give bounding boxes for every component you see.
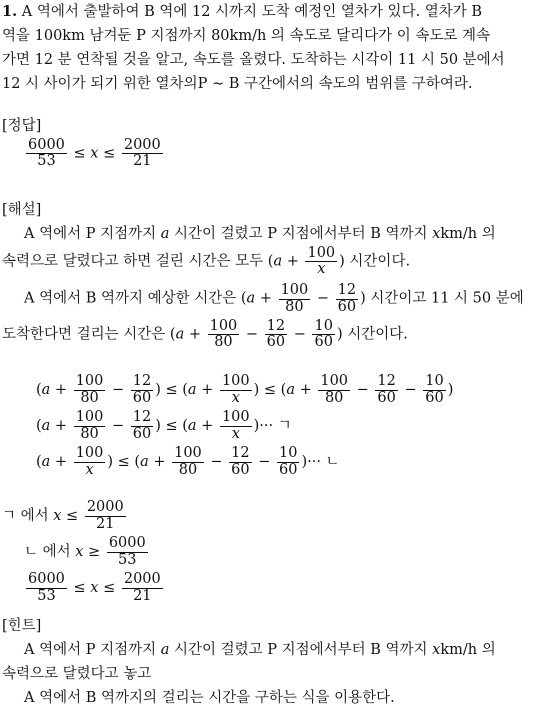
hint-line: A 역에서 P 지점까지 a 시간이 걸렸고 P 지점에서부터 B 역까지 xkm/h 의: [24, 642, 496, 658]
solution-heading: [해설]: [2, 202, 42, 218]
hint-section: [2, 614, 496, 710]
equation-row: (a + $\frac{100}{80}$ − $\frac{12}{60}$ ) ≤ (a + $\frac{100}{x}$ ) ≤ (a + $\frac{100}{80}$ − $\frac{12}{60}$ − $\frac{10}{60}$ ): [36, 373, 454, 406]
problem-text: [2, 0, 505, 96]
equation-block: [36, 372, 453, 480]
conclusion-row: ㄱ 에서 x ≤ $\frac{2000}{21}$: [2, 499, 124, 532]
solution-paragraph: A 역에서 P 지점까지 a 시간이 걸렸고 P 지점에서부터 B 역까지 xkm/h 의: [24, 226, 496, 242]
hint-line: 속력으로 달렸다고 놓고: [2, 666, 152, 682]
solution-paragraph: 도착한다면 걸리는 시간은 (a + $\frac{100}{80}$ − $\frac{12}{60}$ − $\frac{10}{60}$ ) 시간이다.: [2, 317, 408, 351]
solution-paragraph: A 역에서 B 역까지 예상한 시간은 (a + $\frac{100}{80}$ − $\frac{12}{60}$ ) 시간이고 11 시 50 분에: [24, 282, 524, 315]
hint-line: A 역에서 B 역까지의 걸리는 시간을 구하는 식을 이용한다.: [24, 690, 395, 706]
equation-row: (a + $\frac{100}{x}$ ) ≤ (a + $\frac{100}{80}$ − $\frac{12}{60}$ − $\frac{10}{60}$ )··· ㄴ: [36, 445, 340, 478]
answer-heading: [정답]: [2, 118, 42, 134]
solution-section: [2, 198, 524, 350]
conclusion-row: $\frac{6000}{53}$ ≤ x ≤ $\frac{2000}{21}$: [28, 571, 161, 604]
problem-line: 12 시 사이가 되기 위한 열차의P ∼ B 구간에서의 속도의 범위를 구하여라.: [2, 76, 473, 92]
problem-line: A 역에서 출발하여 B 역에 12 시까지 도착 예정인 열차가 있다. 열차가 B: [21, 4, 483, 20]
conclusion-row: ㄴ 에서 x ≥ $\frac{6000}{53}$: [24, 535, 146, 568]
problem-number: 1.: [2, 3, 18, 20]
problem-line: 역을 100km 남겨둔 P 지점까지 80km/h 의 속도로 달리다가 이 속도로 계속: [2, 28, 491, 44]
problem-line: 가면 12 분 연착될 것을 알고, 속도를 올렸다. 도착하는 시각이 11 시 50 분에서: [2, 52, 505, 68]
conclusion-block: [2, 498, 165, 606]
hint-heading: [힌트]: [2, 618, 42, 634]
answer-section: [2, 114, 165, 169]
solution-paragraph: 속력으로 달렸다고 하면 걸린 시간은 모두 (a + $\frac{100}{x}$ ) 시간이다.: [2, 245, 411, 278]
equation-row: (a + $\frac{100}{80}$ − $\frac{12}{60}$ ) ≤ (a + $\frac{100}{x}$ )··· ㄱ: [36, 409, 292, 442]
answer-formula: $\frac{6000}{53}$ ≤ x ≤ $\frac{2000}{21}$: [28, 137, 161, 170]
